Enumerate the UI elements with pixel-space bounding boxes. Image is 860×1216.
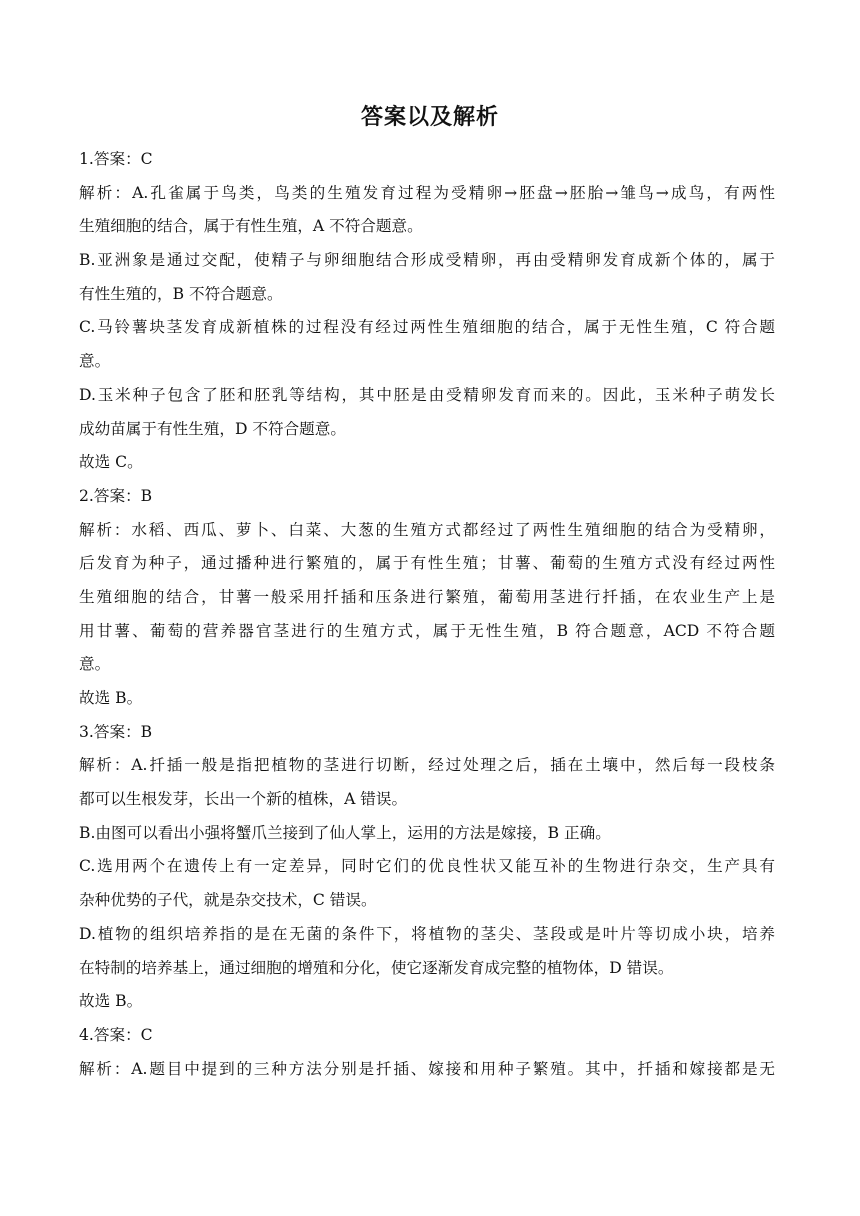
text-line: 杂种优势的子代，就是杂交技术，C 错误。 xyxy=(79,891,377,910)
text-line: 成幼苗属于有性生殖，D 不符合题意。 xyxy=(79,419,346,438)
text-line: D.玉米种子包含了胚和胚乳等结构，其中胚是由受精卵发育而来的。因此，玉米种子萌发长 xyxy=(79,385,775,404)
answer-body xyxy=(79,143,775,1086)
text-line: 解析：A.题目中提到的三种方法分别是扦插、嫁接和用种子繁殖。其中，扦插和嫁接都是无 xyxy=(79,1059,775,1078)
text-line: B.亚洲象是通过交配，使精子与卵细胞结合形成受精卵，再由受精卵发育成新个体的，属于 xyxy=(79,251,775,270)
text-line: 生殖细胞的结合，属于有性生殖，A 不符合题意。 xyxy=(79,217,423,236)
text-line: 意。 xyxy=(79,655,111,674)
text-line: 有性生殖的，B 不符合题意。 xyxy=(79,284,283,303)
text-line: 后发育为种子，通过播种进行繁殖的，属于有性生殖；甘薯、葡萄的生殖方式没有经过两性 xyxy=(79,554,775,573)
text-line: 3.答案：B xyxy=(79,722,153,741)
text-line: 用甘薯、葡萄的营养器官茎进行的生殖方式，属于无性生殖，B 符合题意，ACD 不符合题 xyxy=(79,621,775,640)
text-line: C.马铃薯块茎发育成新植株的过程没有经过两性生殖细胞的结合，属于无性生殖，C 符合题 xyxy=(79,318,775,337)
text-line: 意。 xyxy=(79,352,111,371)
text-line: 故选 B。 xyxy=(79,992,143,1011)
page-title: 答案以及解析 xyxy=(360,105,499,130)
text-line: 解析：水稻、西瓜、萝卜、白菜、大葱的生殖方式都经过了两性生殖细胞的结合为受精卵， xyxy=(79,520,775,539)
text-line: 4.答案：C xyxy=(79,1025,153,1044)
text-line: 故选 C。 xyxy=(79,453,143,472)
text-line: 生殖细胞的结合，甘薯一般采用扦插和压条进行繁殖，葡萄用茎进行扦插，在农业生产上是 xyxy=(79,587,775,606)
text-line: 故选 B。 xyxy=(79,689,143,707)
text-line: 1.答案：C xyxy=(79,150,153,168)
text-line: C.选用两个在遗传上有一定差异，同时它们的优良性状又能互补的生物进行杂交，生产具有 xyxy=(79,857,775,876)
text-line: 解析：A.孔雀属于鸟类，鸟类的生殖发育过程为受精卵→胚盘→胚胎→雏鸟→成鸟，有两性 xyxy=(79,183,775,202)
text-line: D.植物的组织培养指的是在无菌的条件下，将植物的茎尖、茎段或是叶片等切成小块，培养 xyxy=(79,924,775,943)
text-line: 在特制的培养基上，通过细胞的增殖和分化，使它逐渐发育成完整的植物体，D 错误。 xyxy=(79,958,674,977)
text-line: 都可以生根发芽，长出一个新的植株，A 错误。 xyxy=(79,790,408,809)
text-line: 解析：A.扦插一般是指把植物的茎进行切断，经过处理之后，插在土壤中，然后每一段枝条 xyxy=(79,756,775,775)
text-line: 2.答案：B xyxy=(79,486,153,505)
text-line: B.由图可以看出小强将蟹爪兰接到了仙人掌上，运用的方法是嫁接，B 正确。 xyxy=(79,823,611,842)
